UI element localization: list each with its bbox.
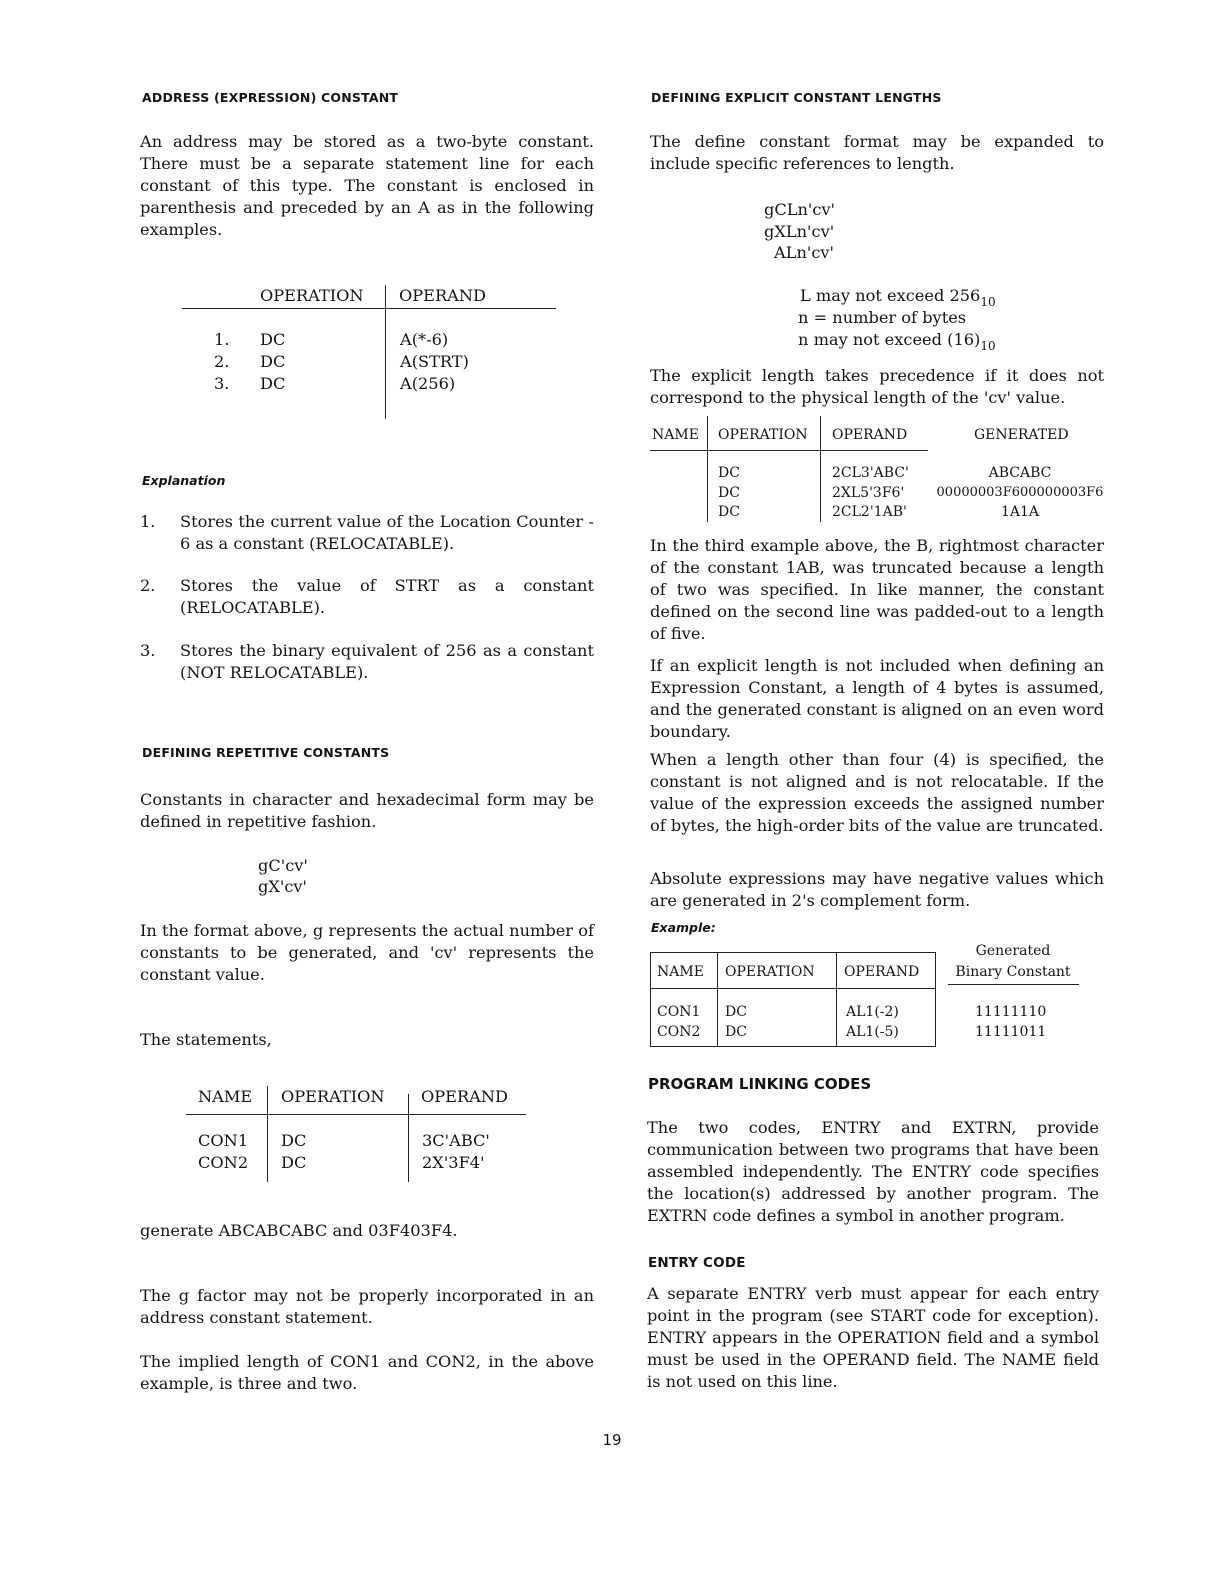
table4-row-generated: 11111110	[975, 1004, 1047, 1020]
table1-row-operation: DC	[260, 352, 286, 371]
table1-row-number: 3.	[214, 374, 230, 393]
subscript-base: 10	[980, 339, 996, 353]
table2-row-name: CON1	[198, 1131, 249, 1150]
table4-header-generated-line2: Binary Constant	[955, 964, 1071, 980]
table1-row-operation: DC	[260, 330, 286, 349]
table1-row-operand: A(STRT)	[400, 352, 469, 371]
table2-row-operand: 2X'3F4'	[422, 1153, 485, 1172]
table4-header-name: NAME	[657, 964, 704, 980]
table2-row-operation: DC	[281, 1153, 307, 1172]
table2-header-rule	[186, 1114, 526, 1115]
g-factor-paragraph: The g factor may not be properly incorporated in an address constant statement.	[140, 1286, 594, 1327]
table2-column-divider	[267, 1086, 268, 1182]
explanation-number: 1.	[140, 512, 156, 531]
table4-column-divider	[836, 952, 837, 1047]
table4-column-divider	[717, 952, 718, 1047]
table1-column-divider	[385, 285, 386, 419]
table2-column-divider	[408, 1094, 409, 1182]
explanation-text: Stores the current value of the Location Counter - 6 as a constant (RELOCATABLE).	[180, 512, 594, 553]
format-explanation-paragraph: In the format above, g represents the actual number of constants to be generated, and 'cv' represents the constant value.	[140, 921, 594, 984]
table4-row-operand: AL1(-5)	[846, 1024, 899, 1040]
explanation-text: Stores the value of STRT as a constant (RELOCATABLE).	[180, 576, 594, 617]
table3-row-generated: 00000003F600000003F6	[936, 485, 1104, 500]
example-label: Example:	[651, 920, 716, 935]
table1-row-number: 2.	[214, 352, 230, 371]
table1-row-operand: A(*-6)	[400, 330, 449, 349]
table4-generated-underline	[948, 984, 1079, 985]
table3-row-operand: 2CL2'1AB'	[832, 504, 907, 520]
address-constant-heading: ADDRESS (EXPRESSION) CONSTANT	[142, 90, 399, 105]
table4-row-name: CON1	[657, 1004, 701, 1020]
table3-header-generated: GENERATED	[974, 427, 1069, 443]
table2-header-operand: OPERAND	[421, 1087, 508, 1106]
table3-header-rule	[650, 450, 928, 451]
length-rule-n: n may not exceed $(16)_{10}$	[798, 330, 996, 353]
entry-code-paragraph: A separate ENTRY verb must appear for each entry point in the program (see START code for exception). ENTRY appears in the OPERATION field and a symbol must be used in the OPERAND field. The NAME field is not used on this line.	[647, 1284, 1099, 1391]
explanation-label: Explanation	[142, 473, 226, 488]
explicit-missing-paragraph: If an explicit length is not included when defining an Expression Constant, a length of 4 bytes is assumed, and the generated constant is aligned on an even word boundary.	[650, 656, 1104, 741]
table4-header-rule	[650, 988, 936, 989]
length-rule-n-definition: n = number of bytes	[798, 308, 967, 327]
table2-row-operand: 3C'ABC'	[422, 1131, 490, 1150]
table3-header-operation: OPERATION	[718, 427, 808, 443]
explanation-text: Stores the binary equivalent of 256 as a constant (NOT RELOCATABLE).	[180, 641, 594, 682]
table3-column-divider	[820, 416, 821, 522]
precedence-paragraph: The explicit length takes precedence if it does not correspond to the physical length of the 'cv' value.	[650, 366, 1104, 407]
table4-row-name: CON2	[657, 1024, 701, 1040]
address-intro-paragraph: An address may be stored as a two-byte constant. There must be a separate statement line for each constant of this type. The constant is enclosed in parenthesis and preceded by an A as in the following examples.	[140, 132, 594, 239]
page-number: 19	[602, 1431, 622, 1449]
table3-row-generated: 1A1A	[1000, 504, 1040, 520]
explicit-lengths-heading: DEFINING EXPLICIT CONSTANT LENGTHS	[651, 90, 942, 105]
table3-header-operand: OPERAND	[832, 427, 908, 443]
linking-codes-heading: PROGRAM LINKING CODES	[648, 1075, 872, 1093]
explicit-format-line: ALn'cv'	[774, 243, 834, 262]
table3-header-name: NAME	[652, 427, 699, 443]
generate-result-text: generate ABCABCABC and 03F403F4.	[140, 1221, 458, 1240]
explanation-number: 3.	[140, 641, 156, 660]
table2-header-name: NAME	[198, 1087, 253, 1106]
third-example-paragraph: In the third example above, the B, rightmost character of the constant 1AB, was truncated because a length of two was specified. In like manner, the constant defined on the second line was padded-out to a length of five.	[650, 536, 1104, 643]
table4-header-operand: OPERAND	[844, 964, 920, 980]
table4-row-operand: AL1(-2)	[846, 1004, 899, 1020]
format-line: gX'cv'	[258, 877, 307, 896]
table4-row-generated: 11111011	[975, 1024, 1047, 1040]
table2-header-operation: OPERATION	[281, 1087, 385, 1106]
explicit-format-line: gXLn'cv'	[764, 222, 835, 241]
table3-column-divider	[707, 416, 708, 522]
repetitive-intro-paragraph: Constants in character and hexadecimal form may be defined in repetitive fashion.	[140, 790, 594, 831]
table3-row-operation: DC	[718, 485, 740, 501]
length-rule-l: L may not exceed $256_{10}$	[800, 286, 996, 309]
table1-header-rule	[182, 308, 556, 309]
table2-row-operation: DC	[281, 1131, 307, 1150]
table4-header-generated-line1: Generated	[975, 943, 1051, 959]
absolute-expressions-paragraph: Absolute expressions may have negative values which are generated in 2's complement form.	[650, 869, 1104, 910]
explicit-format-line: gCLn'cv'	[764, 200, 836, 219]
table1-header-operation: OPERATION	[260, 286, 364, 305]
repetitive-constants-heading: DEFINING REPETITIVE CONSTANTS	[142, 745, 390, 760]
explicit-intro-paragraph: The define constant format may be expanded to include specific references to length.	[650, 132, 1104, 173]
linking-codes-paragraph: The two codes, ENTRY and EXTRN, provide communication between two programs that have been assembled independently. The ENTRY code specifies the location(s) addressed by another program. The EXTRN code defines a symbol in another program.	[647, 1118, 1099, 1225]
table3-row-operand: 2CL3'ABC'	[832, 465, 909, 481]
entry-code-heading: ENTRY CODE	[648, 1255, 746, 1271]
table3-row-operation: DC	[718, 465, 740, 481]
other-length-paragraph: When a length other than four (4) is specified, the constant is not aligned and is not relocatable. If the value of the expression exceeds the assigned number of bytes, the high-order bits of the value are truncated.	[650, 750, 1104, 835]
table3-row-operand: 2XL5'3F6'	[832, 485, 905, 501]
table3-row-operation: DC	[718, 504, 740, 520]
table1-row-number: 1.	[214, 330, 230, 349]
table2-row-name: CON2	[198, 1153, 249, 1172]
subscript-base: 10	[980, 295, 996, 309]
format-line: gC'cv'	[258, 856, 308, 875]
explanation-number: 2.	[140, 576, 156, 595]
implied-length-paragraph: The implied length of CON1 and CON2, in the above example, is three and two.	[140, 1352, 594, 1393]
table4-row-operation: DC	[725, 1004, 747, 1020]
table4-header-operation: OPERATION	[725, 964, 815, 980]
table1-row-operation: DC	[260, 374, 286, 393]
table4-row-operation: DC	[725, 1024, 747, 1040]
statements-label: The statements,	[140, 1030, 272, 1049]
table3-row-generated: ABCABC	[988, 465, 1052, 481]
table1-header-operand: OPERAND	[399, 286, 486, 305]
table1-row-operand: A(256)	[400, 374, 456, 393]
